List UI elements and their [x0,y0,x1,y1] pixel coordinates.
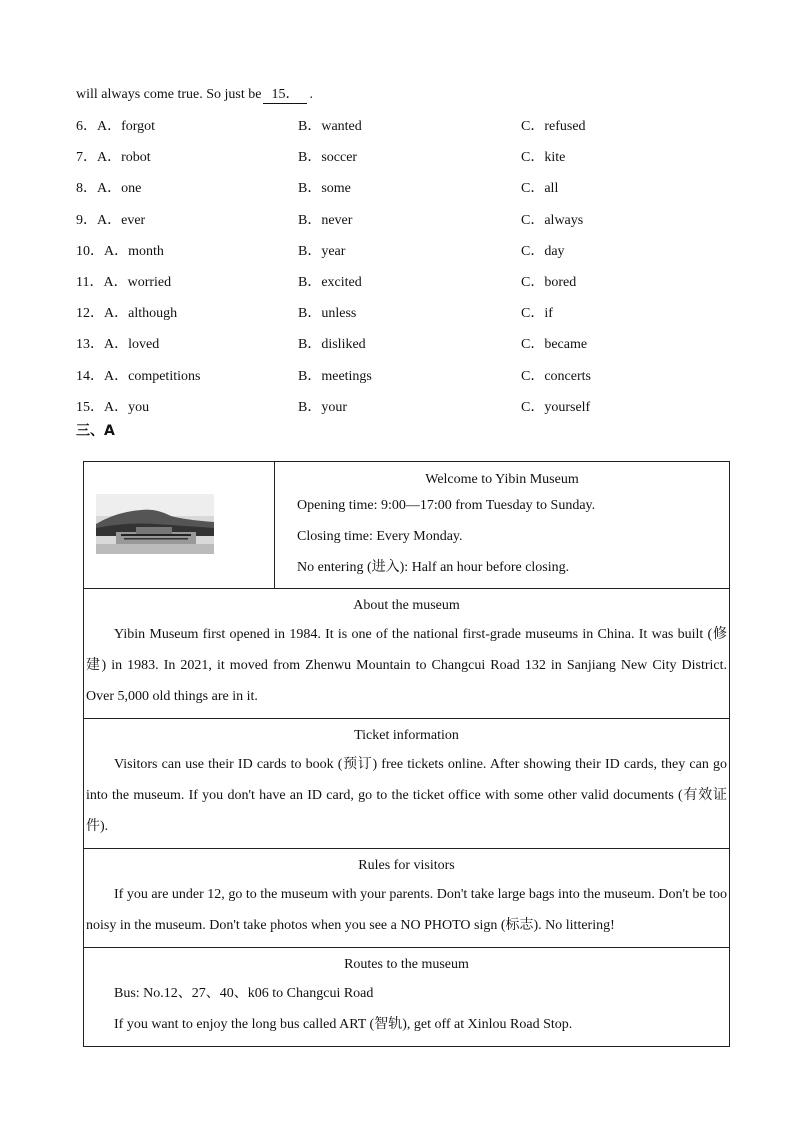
option-c[interactable]: C．all [521,181,559,197]
welcome-cell [275,462,730,589]
museum-photo [96,494,214,554]
option-b[interactable]: B．soccer [298,150,358,166]
option-b[interactable]: B．unless [298,306,357,322]
question-row [76,209,716,229]
option-a[interactable]: 13．A．loved [76,337,160,353]
option-a[interactable]: 7．A．robot [76,150,151,166]
museum-info-table [83,461,730,1047]
option-a[interactable]: 11．A．worried [76,275,172,290]
question-row [76,271,716,291]
routes-cell [84,948,730,1047]
option-b[interactable]: B．wanted [298,119,362,134]
option-c[interactable]: C．kite [521,150,566,166]
option-c[interactable]: C．if [521,306,553,322]
option-b[interactable]: B．year [298,243,346,259]
option-c[interactable]: C．yourself [521,399,591,415]
ticket-text: Visitors can use their ID cards to book (预订) free tickets online. After showing their ID cards, they can go into the museum. If you don't have an ID card, go to the ticket office with some other valid documents (有效证件). [86,757,727,834]
question-row [76,333,716,353]
option-b[interactable]: B．excited [298,275,362,290]
question-row [76,115,716,135]
about-cell [84,589,730,719]
question-row [76,146,716,166]
ticket-cell [84,719,730,849]
routes-bus: Bus: No.12、27、40、k06 to Changcui Road [114,986,374,1001]
ticket-heading: Ticket information [354,728,459,743]
option-c[interactable]: C．bored [521,275,577,290]
opening-time: Opening time: 9:00—17:00 from Tuesday to Sunday. [297,498,596,513]
about-heading: About the museum [353,598,460,613]
intro-suffix: . [309,87,313,102]
option-a[interactable]: 14．A．competitions [76,368,201,384]
option-b[interactable]: B．never [298,212,353,228]
section-title: 三、A [76,423,115,439]
routes-art: If you want to enjoy the long bus called ART (智轨), get off at Xinlou Road Stop. [114,1017,573,1032]
option-a[interactable]: 6．A．forgot [76,119,156,134]
option-c[interactable]: C．always [521,212,584,228]
question-row [76,396,716,416]
option-a[interactable]: 10．A．month [76,243,164,259]
question-row [76,365,716,385]
intro-line [76,83,313,104]
question-row [76,177,716,197]
option-b[interactable]: B．disliked [298,337,366,353]
option-a[interactable]: 15．A．you [76,399,150,415]
question-row [76,302,716,322]
about-text: Yibin Museum first opened in 1984. It is one of the national first-grade museums in China. It was built (修建) in 1983. In 2021, it moved from Zhenwu Mountain to Changcui Road 132 in Sanjiang New City District. Over 5,000 old things are in it. [86,627,727,704]
closing-time: Closing time: Every Monday. [297,529,463,544]
option-b[interactable]: B．meetings [298,368,372,384]
rules-text: If you are under 12, go to the museum with your parents. Don't take large bags into the museum. Don't be too noisy in the museum. Don't take photos when you see a NO PHOTO sign (标志). No littering! [86,887,727,933]
routes-heading: Routes to the museum [344,957,469,972]
option-b[interactable]: B．your [298,399,347,415]
welcome-title: Welcome to Yibin Museum [425,472,579,487]
no-entering: No entering (进入): Half an hour before closing. [297,560,570,575]
option-a[interactable]: 12．A．although [76,306,178,322]
option-a[interactable]: 8．A．one [76,181,142,197]
rules-cell [84,849,730,948]
museum-photo-cell [84,462,275,589]
option-c[interactable]: C．refused [521,119,586,134]
intro-text: will always come true. So just be [76,87,262,102]
rules-heading: Rules for visitors [358,858,455,873]
option-c[interactable]: C．concerts [521,368,591,384]
option-c[interactable]: C．became [521,337,588,353]
question-row [76,240,716,260]
option-b[interactable]: B．some [298,181,351,197]
option-a[interactable]: 9．A．ever [76,212,146,228]
answer-blank-15[interactable]: 15． [263,83,307,104]
option-c[interactable]: C．day [521,243,565,259]
